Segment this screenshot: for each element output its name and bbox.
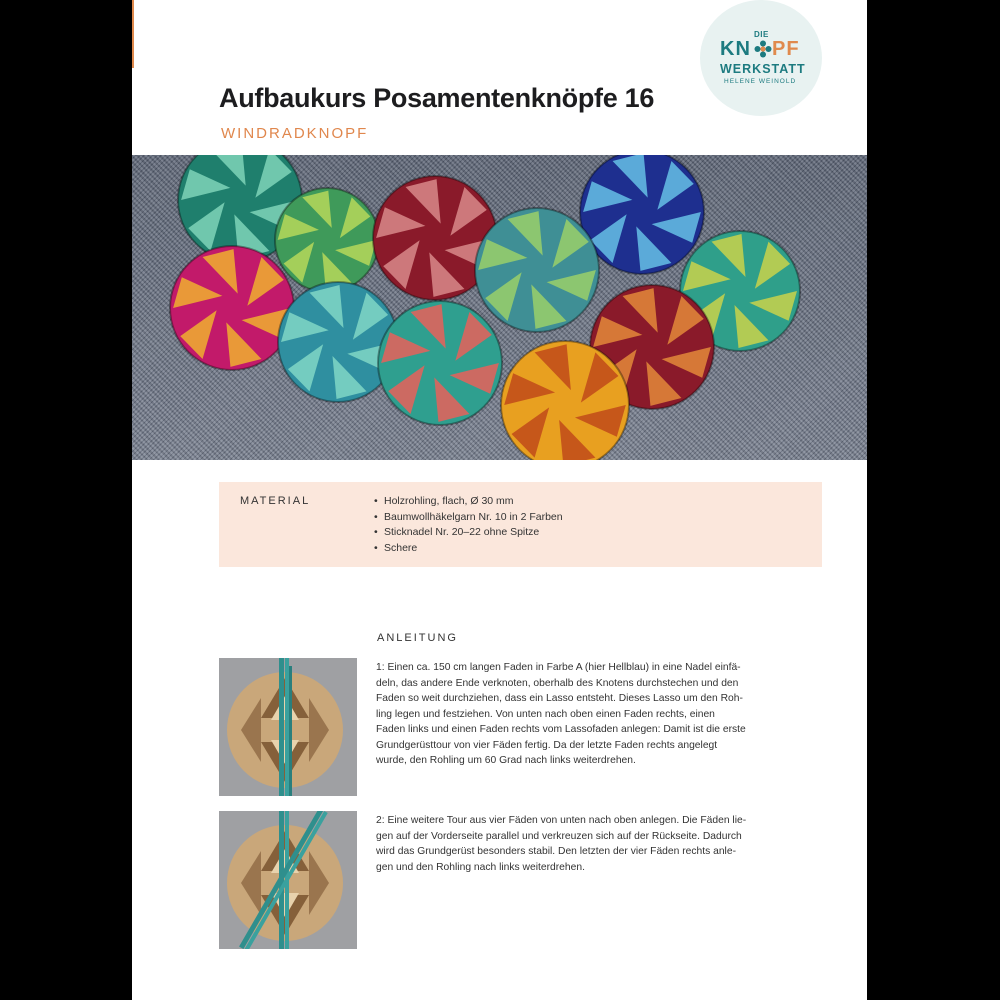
step-1-line: Grundgerüsttour von vier Fäden fertig. Da der letzte Faden rechts angelegt [376,739,718,751]
logo-text-die: DIE [754,30,769,39]
material-label: MATERIAL [240,495,311,507]
material-item: • Sticknadel Nr. 20–22 ohne Spitze [374,525,563,541]
step-1-line: deln, das andere Ende verknoten, oberhalb des Knotens durchstechen und den [376,677,739,689]
crop-mark [132,0,134,68]
page-title: Aufbaukurs Posamentenknöpfe 16 [219,83,655,113]
buttons-illustration [132,155,867,460]
step-1-line: Faden so weit durchziehen, dass ein Lasso entsteht. Dieses Lasso um den Roh- [376,693,743,704]
step-2-photo [219,811,357,949]
step-2-line: gen und den Rohling nach links weiterdrehen. [376,861,585,873]
step-2-text [376,813,756,875]
material-item: • Baumwollhäkelgarn Nr. 10 in 2 Farben [374,510,563,526]
material-box [219,482,822,567]
step-2-line: wird das Grundgerüst besonders stabil. Den letzten der vier Fäden rechts anle- [376,846,737,857]
logo-text-werkstatt: WERKSTATT [720,62,806,76]
buttons-photo [132,155,867,460]
logo-text-pf: PF [772,38,800,60]
step-1-line: Faden links und einen Faden rechts vom Lassofaden anlegen: Damit ist die erste [376,724,746,735]
logo-text-kn: KN [720,38,751,60]
step-1-line: 1: Einen ca. 150 cm langen Faden in Farbe A (hier Hellblau) in eine Nadel einfä- [376,662,741,673]
step-1-line: ling legen und festziehen. Von unten nach oben einen Faden rechts, einen [376,708,715,720]
material-item: • Holzrohling, flach, Ø 30 mm [374,494,563,510]
step-1-photo [219,658,357,796]
step-2-line: gen auf der Vorderseite parallel und verkreuzen sich auf der Rückseite. Dadurch [376,830,742,842]
material-list [374,494,563,556]
step-1-line: wurde, den Rohling um 60 Grad nach links weiterdrehen. [376,755,636,766]
knopfwerkstatt-logo [700,0,822,116]
page [132,0,867,1000]
material-item: • Schere [374,541,563,557]
page-subtitle: WINDRADKNOPF [221,125,369,142]
logo-text-helene: HELENE WEINOLD [724,78,797,85]
anleitung-label: ANLEITUNG [377,632,458,644]
step-2-line: 2: Eine weitere Tour aus vier Fäden von unten nach oben anlegen. Die Fäden lie- [376,815,747,826]
step-1-text [376,660,756,769]
flower-icon [754,40,772,58]
